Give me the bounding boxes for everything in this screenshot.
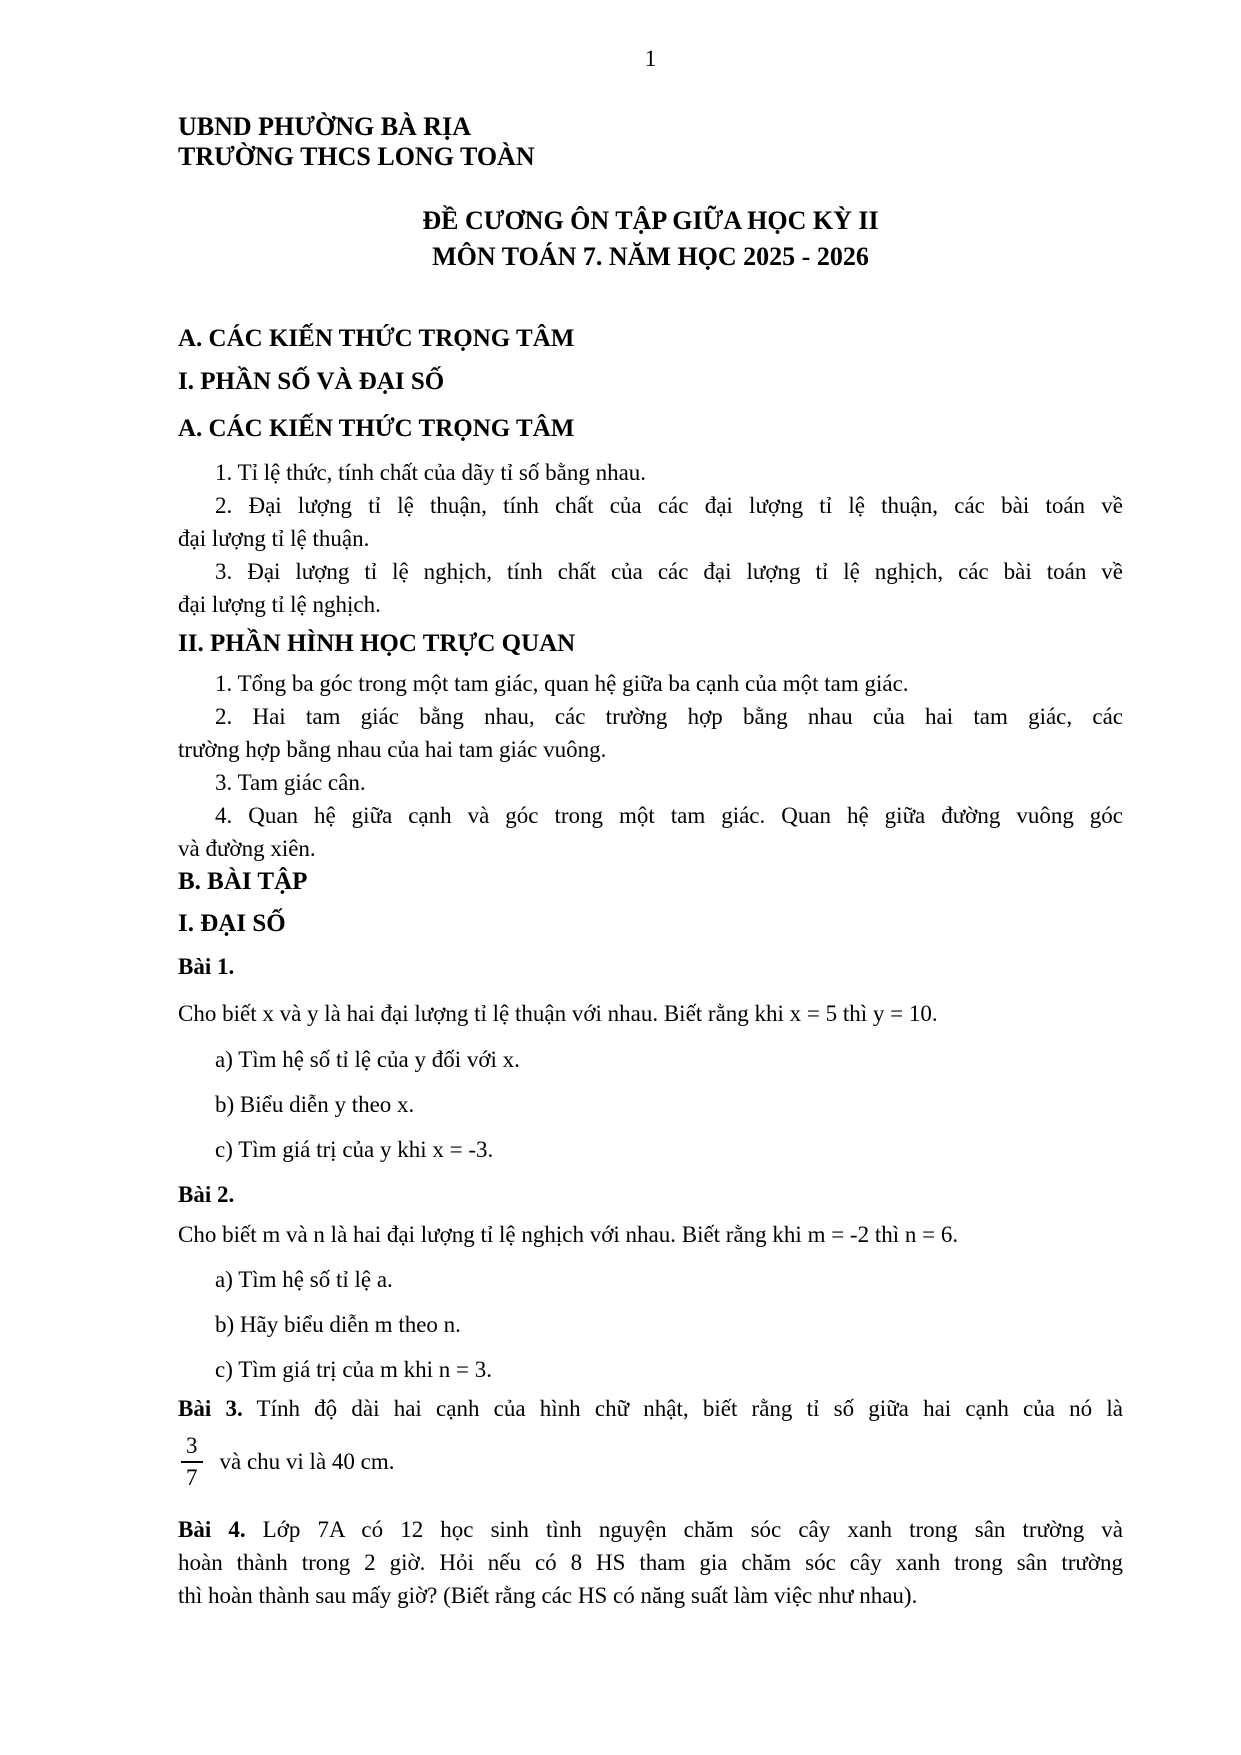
- problem-4-line-3: thì hoàn thành sau mấy giờ? (Biết rằng các HS có năng suất làm việc như nhau).: [178, 1583, 918, 1608]
- problem-4-label: Bài 4.: [178, 1517, 246, 1542]
- algebra-item-3-line-2: đại lượng tỉ lệ nghịch.: [178, 592, 381, 617]
- heading-exercises: B. BÀI TẬP: [178, 868, 308, 895]
- geometry-item-4-line-2: và đường xiên.: [178, 836, 316, 861]
- geometry-item-2-line-1: 2. Hai tam giác bằng nhau, các trường hợp bằng nhau của hai tam giác, các: [215, 704, 1123, 729]
- problem-4-line-2: hoàn thành trong 2 giờ. Hỏi nếu có 8 HS tham gia chăm sóc cây xanh trong sân trường: [178, 1550, 1123, 1575]
- title-line-2: MÔN TOÁN 7. NĂM HỌC 2025 - 2026: [432, 242, 869, 271]
- problem-2-intro: Cho biết m và n là hai đại lượng tỉ lệ nghịch với nhau. Biết rằng khi m = -2 thì n = 6.: [178, 1222, 959, 1247]
- problem-3-line-1: [178, 1392, 1123, 1425]
- geometry-item-2-line-2: trường hợp bằng nhau của hai tam giác vuông.: [178, 737, 607, 762]
- geometry-item-1: 1. Tổng ba góc trong một tam giác, quan hệ giữa ba cạnh của một tam giác.: [215, 671, 909, 696]
- geometry-item-3: 3. Tam giác cân.: [215, 770, 366, 795]
- algebra-item-3-line-1: 3. Đại lượng tỉ lệ nghịch, tính chất của các đại lượng tỉ lệ nghịch, các bài toán về: [215, 559, 1123, 584]
- heading-number-algebra: I. PHẦN SỐ VÀ ĐẠI SỐ: [178, 368, 445, 395]
- problem-4-text: Lớp 7A có 12 học sinh tình nguyện chăm sóc cây xanh trong sân trường và: [262, 1517, 1123, 1542]
- page-number: 1: [644, 46, 657, 71]
- org-line-school: TRƯỜNG THCS LONG TOÀN: [178, 142, 535, 171]
- org-line-ubnd: UBND PHƯỜNG BÀ RỊA: [178, 112, 471, 141]
- problem-1-part-c: c) Tìm giá trị của y khi x = -3.: [215, 1137, 494, 1162]
- document-title: [178, 203, 1123, 275]
- algebra-item-2-line-2: đại lượng tỉ lệ thuận.: [178, 526, 370, 551]
- title-line-1: ĐỀ CƯƠNG ÔN TẬP GIỮA HỌC KỲ II: [422, 206, 879, 235]
- heading-algebra-exercises: I. ĐẠI SỐ: [178, 910, 286, 937]
- fraction-denominator: 7: [181, 1461, 203, 1493]
- problem-4-line-1: [178, 1513, 1123, 1546]
- problem-1-part-b: b) Biểu diễn y theo x.: [215, 1092, 415, 1117]
- problem-2-part-b: b) Hãy biểu diễn m theo n.: [215, 1312, 461, 1337]
- problem-3-line-2-text: và chu vi là 40 cm.: [219, 1449, 395, 1474]
- heading-geometry: II. PHẦN HÌNH HỌC TRỰC QUAN: [178, 630, 576, 657]
- heading-knowledge-a: A. CÁC KIẾN THỨC TRỌNG TÂM: [178, 325, 575, 352]
- problem-1-intro: Cho biết x và y là hai đại lượng tỉ lệ thuận với nhau. Biết rằng khi x = 5 thì y = 10.: [178, 1001, 938, 1026]
- problem-2-label: Bài 2.: [178, 1182, 235, 1207]
- problem-3-text: Tính độ dài hai cạnh của hình chữ nhật, biết rằng tỉ số giữa hai cạnh của nó là: [256, 1396, 1123, 1421]
- fraction-numerator: 3: [186, 1433, 198, 1458]
- organization-header: [178, 112, 1123, 172]
- fraction-three-sevenths: [178, 1431, 206, 1493]
- problem-3-line-2: [178, 1429, 1123, 1495]
- problem-2-part-a: a) Tìm hệ số tỉ lệ a.: [215, 1267, 393, 1292]
- problem-1-part-a: a) Tìm hệ số tỉ lệ của y đối với x.: [215, 1047, 520, 1072]
- algebra-item-2-line-1: 2. Đại lượng tỉ lệ thuận, tính chất của các đại lượng tỉ lệ thuận, các bài toán về: [215, 493, 1123, 518]
- geometry-item-4-line-1: 4. Quan hệ giữa cạnh và góc trong một tam giác. Quan hệ giữa đường vuông góc: [215, 803, 1123, 828]
- problem-3-label: Bài 3.: [178, 1396, 243, 1421]
- heading-knowledge-a2: A. CÁC KIẾN THỨC TRỌNG TÂM: [178, 415, 575, 442]
- algebra-item-1: 1. Tỉ lệ thức, tính chất của dãy tỉ số bằng nhau.: [215, 460, 647, 485]
- problem-2-part-c: c) Tìm giá trị của m khi n = 3.: [215, 1357, 492, 1382]
- page-content: [178, 45, 1123, 1612]
- problem-1-label: Bài 1.: [178, 954, 235, 979]
